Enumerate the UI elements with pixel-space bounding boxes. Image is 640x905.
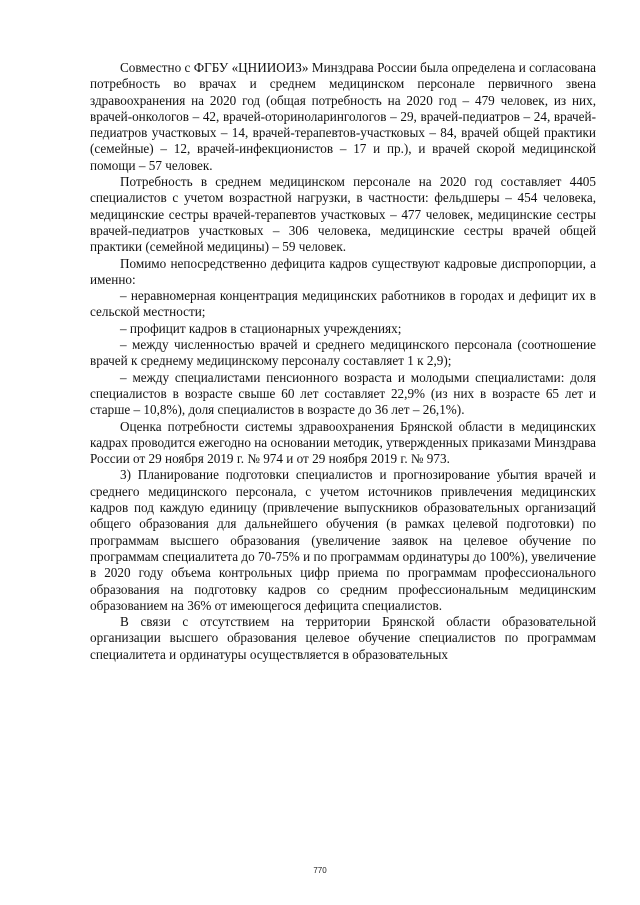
paragraph-staffing-needs-nurses: Потребность в среднем медицинском персонале на 2020 год составляет 4405 специалистов с учетом возрастной нагрузки, в частности: фельдшеры – 454 человека, медицинские сестры врачей-терапевтов участковых – 477 человек, медицинские сестры врачей-педиатров участковых – 306 человека, медицинские сестры врачей общей практики (семейной медицины) – 59 человек. — [90, 174, 596, 255]
list-item-age-structure: – между специалистами пенсионного возраста и молодыми специалистами: доля специалистов в возрасте свыше 60 лет составляет 22,9% (из них в возрасте 65 лет и старше – 10,8%), доля специалистов в возрасте до 36 лет – 26,1%). — [90, 369, 596, 418]
paragraph-training-planning: 3) Планирование подготовки специалистов и прогнозирование убытия врачей и среднего медицинского персонала, с учетом источников привлечения медицинских кадров под каждую единицу (привлечение выпускников образовательных организаций общего образования для дальнейшего обучения (в рамках целевой подготовки) по программам высшего образования (увеличение заявок на целевое обучение по программам специалитета до 70-75% и по программам ординатуры до 100%), увеличение в 2020 году объема контрольных цифр приема по программам профессионального образования на подготовку кадров со средним профессиональным медицинским образованием на 36% от имеющегося дефицита специалистов. — [90, 467, 596, 613]
list-item-inpatient-surplus: – профицит кадров в стационарных учреждениях; — [120, 320, 402, 336]
page-number: 770 — [313, 866, 327, 875]
list-item-doctor-nurse-ratio: – между численностью врачей и среднего медицинского персонала (соотношение врачей к среднему медицинскому персоналу составляет 1 к 2,9); — [90, 337, 596, 369]
paragraph-disproportions-intro: Помимо непосредственно дефицита кадров существуют кадровые диспропорции, а именно: — [90, 255, 596, 287]
list-item-urban-rural: – неравномерная концентрация медицинских работников в городах и дефицит их в сельской местности; — [90, 288, 596, 320]
document-body — [90, 60, 596, 663]
paragraph-targeted-education: В связи с отсутствием на территории Брянской области образовательной организации высшего образования целевое обучение специалистов по программам специалитета и ординатуры осуществляется в образовательных — [90, 614, 596, 662]
paragraph-needs-assessment: Оценка потребности системы здравоохранения Брянской области в медицинских кадрах проводится ежегодно на основании методик, утвержденных приказами Минздрава России от 29 ноября 2019 г. № 974 и от 29 ноября 2019 г. № 973. — [90, 418, 596, 467]
paragraph-staffing-needs-doctors: Совместно с ФГБУ «ЦНИИОИЗ» Минздрава России была определена и согласована потребность во врачах и среднем медицинском персонале первичного звена здравоохранения на 2020 год (общая потребность на 2020 год – 479 человек, из них, врачей-онкологов – 42, врачей-оториноларингологов – 29, врачей-педиатров – 24, врачей-педиатров участковых – 14, врачей-терапевтов-участковых – 84, врачей общей практики (семейные) – 12, врачей-инфекционистов – 17 и пр.), и врачей скорой медицинской помощи – 57 человек. — [90, 60, 596, 173]
